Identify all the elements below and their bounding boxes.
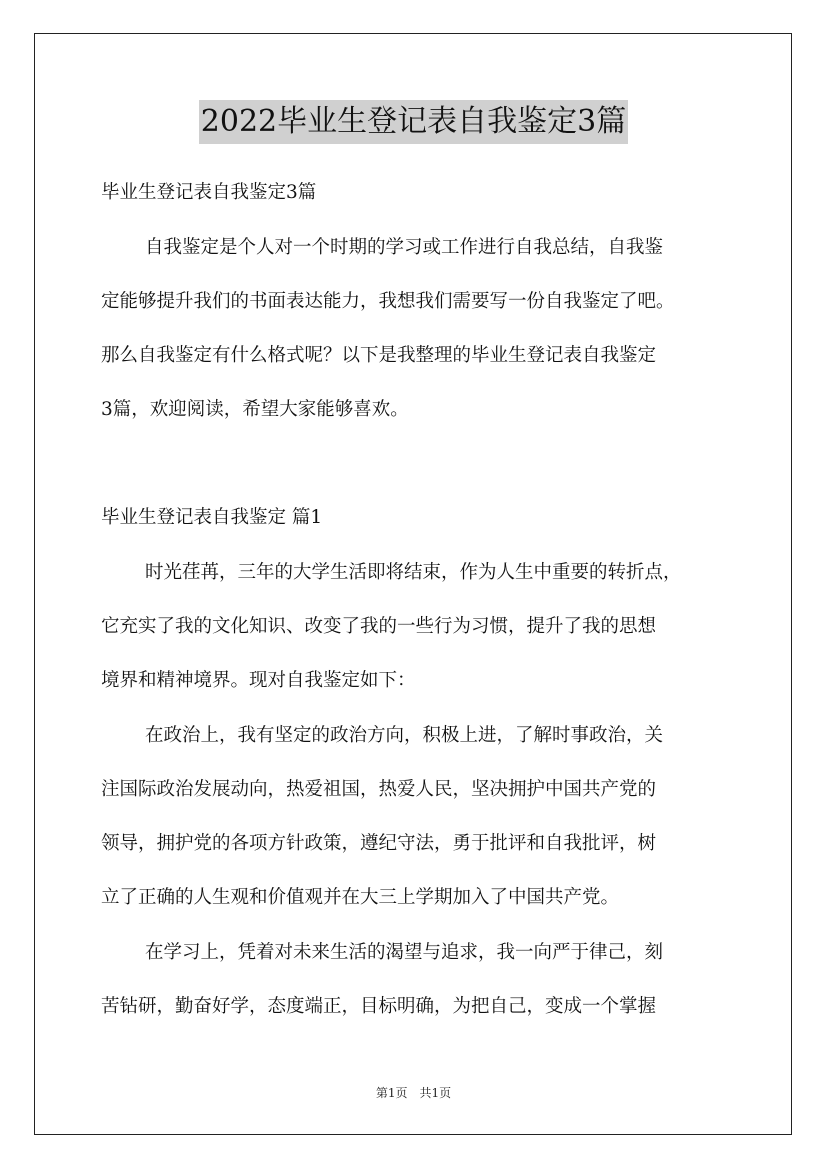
paragraph-line: 注国际政治发展动向，热爱祖国，热爱人民，坚决拥护中国共产党的 <box>101 779 657 800</box>
intro-line: 那么自我鉴定有什么格式呢？以下是我整理的毕业生登记表自我鉴定 <box>101 345 657 366</box>
intro-line: 定能够提升我们的书面表达能力，我想我们需要写一份自我鉴定了吧。 <box>101 291 675 312</box>
intro-line: 自我鉴定是个人对一个时期的学习或工作进行自我总结，自我鉴 <box>145 237 664 258</box>
document-subtitle: 毕业生登记表自我鉴定3篇 <box>101 182 317 203</box>
page-number: 第1页 共1页 <box>375 1086 452 1100</box>
paragraph-line: 境界和精神境界。现对自我鉴定如下： <box>101 670 416 691</box>
paragraph-line: 立了正确的人生观和价值观并在大三上学期加入了中国共产党。 <box>101 887 620 908</box>
title-container <box>0 100 827 144</box>
intro-line: 3篇，欢迎阅读，希望大家能够喜欢。 <box>101 399 409 420</box>
document-title: 2022毕业生登记表自我鉴定3篇 <box>199 100 628 144</box>
paragraph-line: 时光荏苒，三年的大学生活即将结束，作为人生中重要的转折点， <box>145 562 682 583</box>
section-heading: 毕业生登记表自我鉴定 篇1 <box>101 507 323 528</box>
paragraph-line: 在学习上，凭着对未来生活的渴望与追求，我一向严于律己，刻 <box>145 942 664 963</box>
paragraph-line: 在政治上，我有坚定的政治方向，积极上进，了解时事政治，关 <box>145 725 664 746</box>
paragraph-line: 它充实了我的文化知识、改变了我的一些行为习惯，提升了我的思想 <box>101 616 657 637</box>
paragraph-line: 领导，拥护党的各项方针政策，遵纪守法，勇于批评和自我批评，树 <box>101 833 657 854</box>
paragraph-line: 苦钻研，勤奋好学，态度端正，目标明确，为把自己，变成一个掌握 <box>101 996 657 1017</box>
